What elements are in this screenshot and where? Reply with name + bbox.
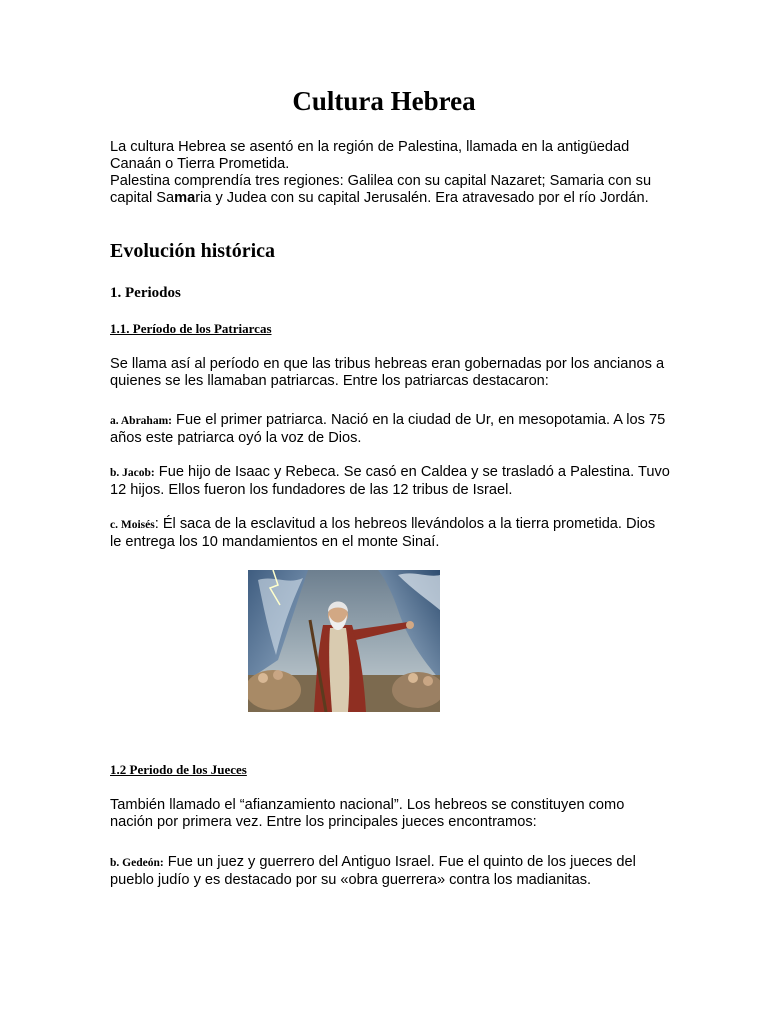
entry-text: Fue hijo de Isaac y Rebeca. Se casó en Caldea y se trasladó a Palestina. Tuvo 12 hijos. Ellos fueron los fundadores de las 12 tribus de Israel. xyxy=(110,464,670,498)
moses-tunic xyxy=(329,628,349,712)
entry-jacob xyxy=(110,464,670,499)
patriarcas-heading: 1.1. Período de los Patriarcas xyxy=(110,321,272,336)
crowd-head xyxy=(408,673,418,683)
crowd-head xyxy=(423,676,433,686)
intro-text-part: ria y Judea con su capital Jerusalén. Era atravesado por el río Jordán. xyxy=(195,190,649,206)
entry-label: b. Jacob: xyxy=(110,467,155,479)
intro-paragraph-2 xyxy=(110,173,670,207)
intro-paragraph-1: La cultura Hebrea se asentó en la región de Palestina, llamada en la antigüedad Canaán o Tierra Prometida. xyxy=(110,139,630,172)
entry-text: Fue un juez y guerrero del Antiguo Israel. Fue el quinto de los jueces del pueblo judío y es destacado por su «obra guerrera» contra los madianitas. xyxy=(110,854,636,888)
section-heading: Evolución histórica xyxy=(110,240,276,262)
jueces-heading: 1.2 Periodo de los Jueces xyxy=(110,762,247,777)
entry-gedeon xyxy=(110,854,670,889)
moses-hand xyxy=(406,621,414,629)
entry-label: b. Gedeón: xyxy=(110,857,164,869)
moses-illustration-svg xyxy=(248,570,440,712)
patriarcas-description: Se llama así al período en que las tribus hebreas eran gobernadas por los ancianos a quienes se les llamaban patriarcas. Entre los patriarcas destacaron: xyxy=(110,356,665,389)
intro-text-part: Palestina comprendía tres regiones: Galilea con su capital Nazaret; Samaria con su capital Sa xyxy=(110,173,652,206)
entry-moises xyxy=(110,516,670,551)
crowd-head xyxy=(258,673,268,683)
entry-text: : Él saca de la esclavitud a los hebreos llevándolos a la tierra prometida. Dios le entrega los 10 mandamientos en el monte Sinaí. xyxy=(110,516,656,550)
intro-text-bold: ma xyxy=(174,190,196,206)
jueces-description: También llamado el “afianzamiento nacional”. Los hebreos se constituyen como nación por primera vez. Entre los principales jueces encontramos: xyxy=(110,797,625,830)
page-title: Cultura Hebrea xyxy=(292,86,476,116)
entry-label: a. Abraham: xyxy=(110,415,172,427)
entry-label: c. Moisés xyxy=(110,519,155,531)
entry-abraham xyxy=(110,412,670,447)
subsection-heading: 1. Periodos xyxy=(110,285,181,301)
moses-illustration xyxy=(248,570,440,712)
crowd-head xyxy=(273,670,283,680)
entry-text: Fue el primer patriarca. Nació en la ciudad de Ur, en mesopotamia. A los 75 años este patriarca oyó la voz de Dios. xyxy=(110,412,666,446)
